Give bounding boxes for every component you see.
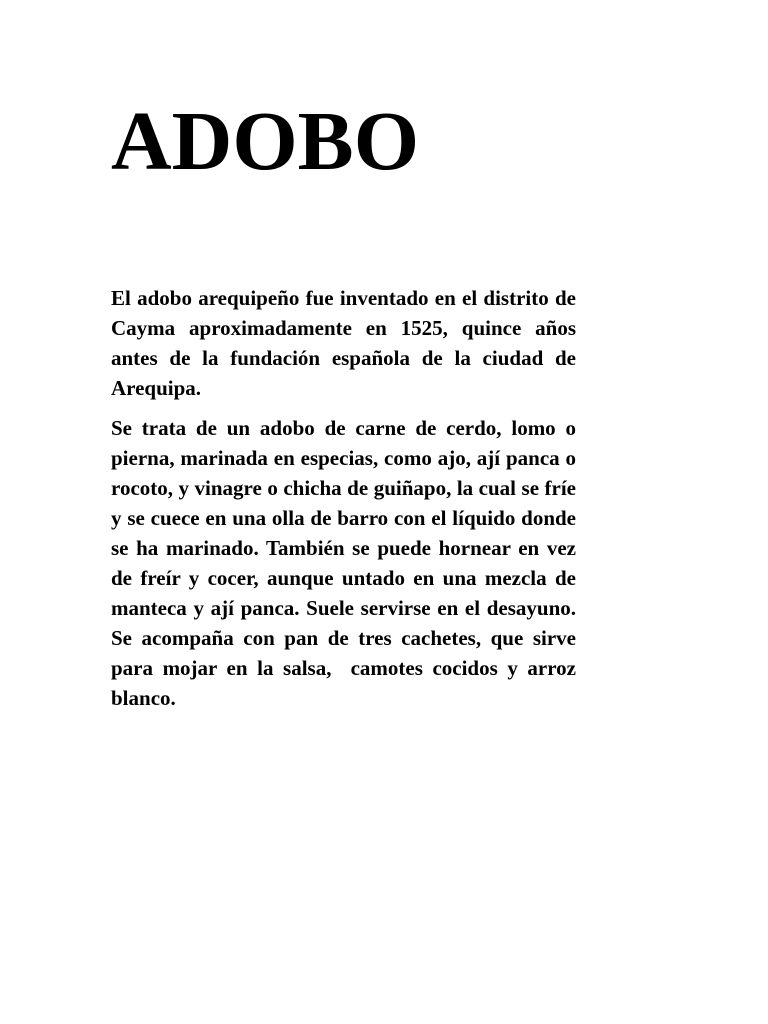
- document-body: [111, 283, 587, 723]
- document-title: ADOBO: [111, 95, 420, 188]
- paragraph-description: Se trata de un adobo de carne de cerdo, lomo o pierna, marinada en especias, como ajo, ají panca o rocoto, y vinagre o chicha de guiñapo, la cual se fríe y se cuece en una olla de barro con el líquido donde se ha marinado. También se puede hornear en vez de freír y cocer, aunque untado en una mezcla de manteca y ají panca. Suele servirse en el desayuno. Se acompaña con pan de tres cachetes, que sirve para mojar en la salsa, camotes cocidos y arroz blanco.: [111, 416, 587, 710]
- paragraph-history: El adobo arequipeño fue inventado en el distrito de Cayma aproximadamente en 1525, quince años antes de la fundación española de la ciudad de Arequipa.: [111, 286, 582, 400]
